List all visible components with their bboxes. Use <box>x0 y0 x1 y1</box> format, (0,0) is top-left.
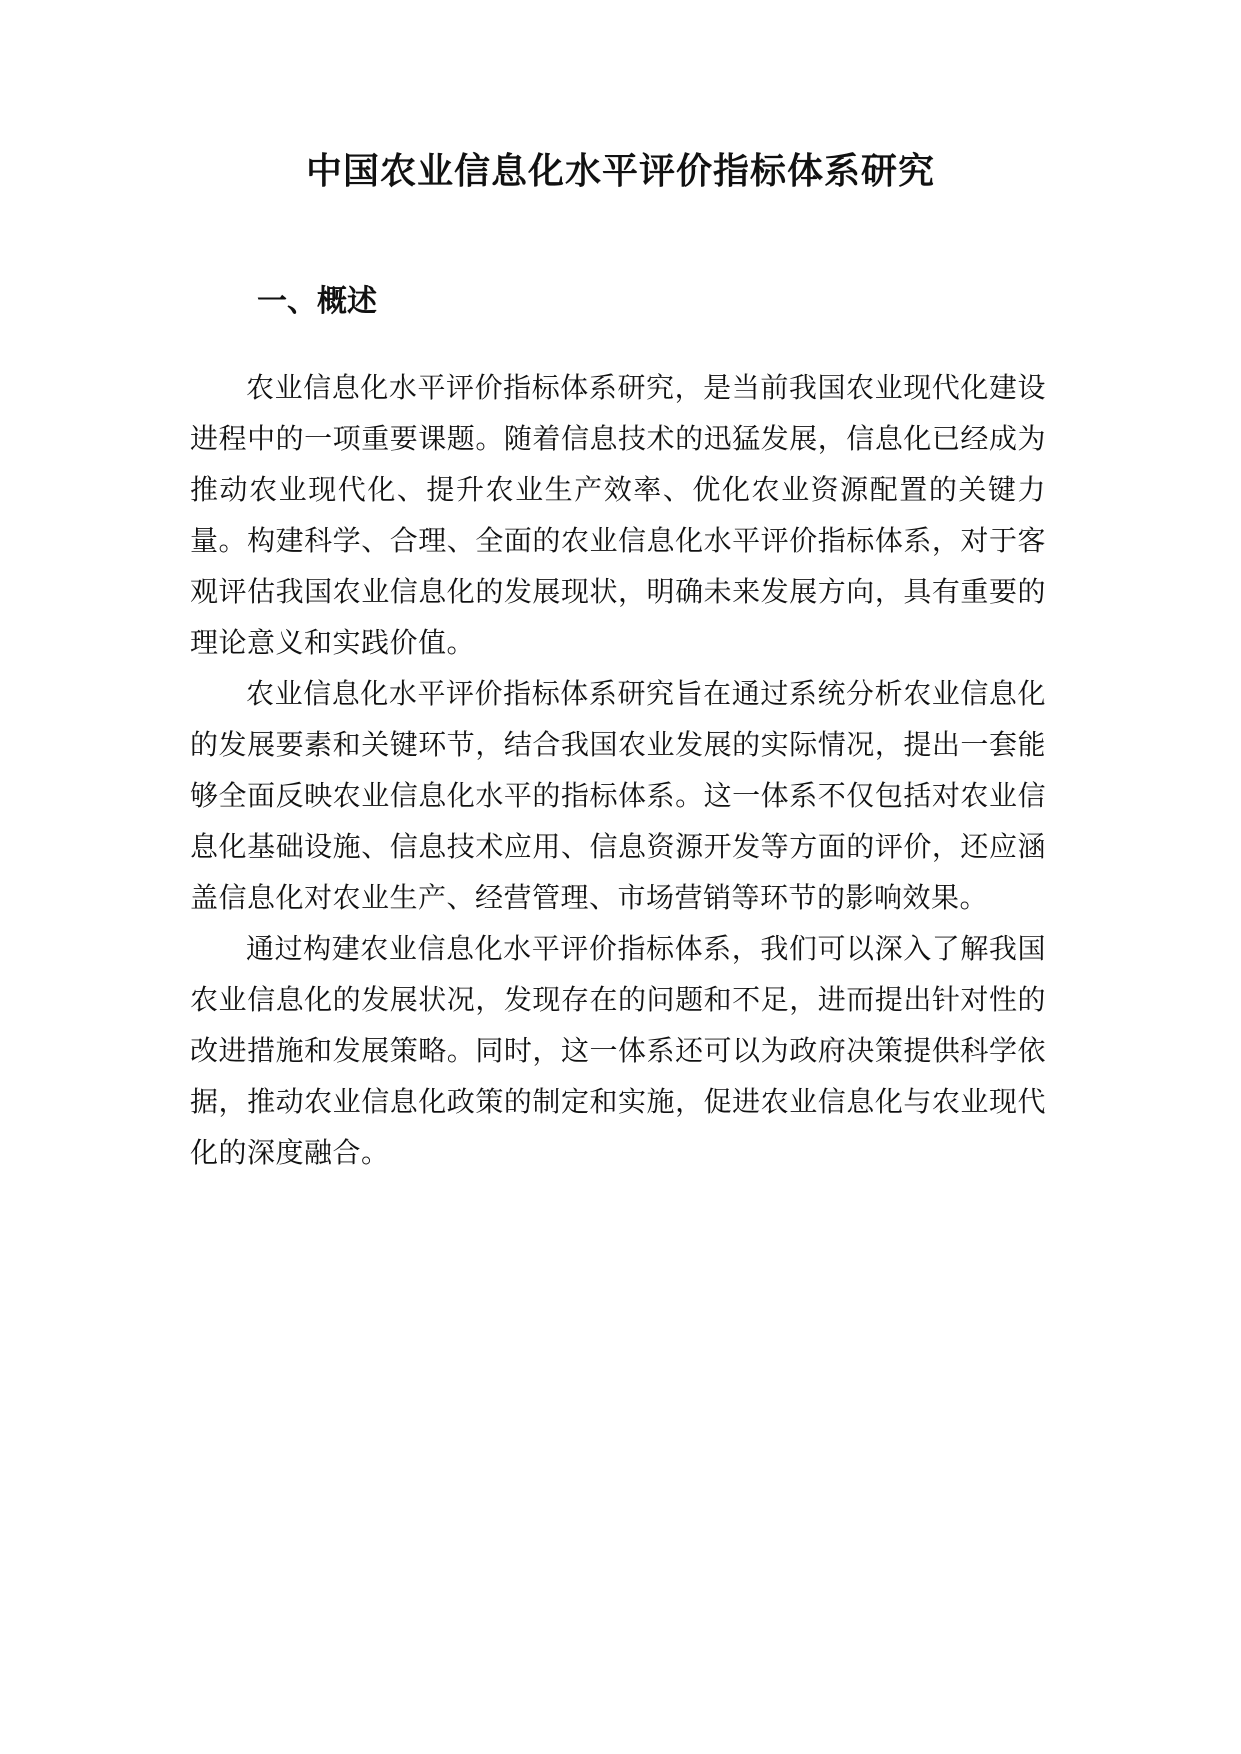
section-heading-overview: 一、概述 <box>257 284 377 319</box>
body-paragraph: 农业信息化水平评价指标体系研究旨在通过系统分析农业信息化的发展要素和关键环节，结合我国农业发展的实际情况，提出一套能够全面反映农业信息化水平的指标体系。这一体系不仅包括对农业信息化基础设施、信息技术应用、信息资源开发等方面的评价，还应涵盖信息化对农业生产、经营管理、市场营销等环节的影响效果。 <box>190 677 1046 914</box>
body-paragraph: 农业信息化水平评价指标体系研究，是当前我国农业现代化建设进程中的一项重要课题。随着信息技术的迅猛发展，信息化已经成为推动农业现代化、提升农业生产效率、优化农业资源配置的关键力量。构建科学、合理、全面的农业信息化水平评价指标体系，对于客观评估我国农业信息化的发展现状，明确未来发展方向，具有重要的理论意义和实践价值。 <box>190 371 1046 659</box>
body-paragraph: 通过构建农业信息化水平评价指标体系，我们可以深入了解我国农业信息化的发展状况，发现存在的问题和不足，进而提出针对性的改进措施和发展策略。同时，这一体系还可以为政府决策提供科学依据，推动农业信息化政策的制定和实施，促进农业信息化与农业现代化的深度融合。 <box>190 932 1046 1169</box>
document-title: 中国农业信息化水平评价指标体系研究 <box>305 151 935 192</box>
section-body <box>190 362 1046 1178</box>
